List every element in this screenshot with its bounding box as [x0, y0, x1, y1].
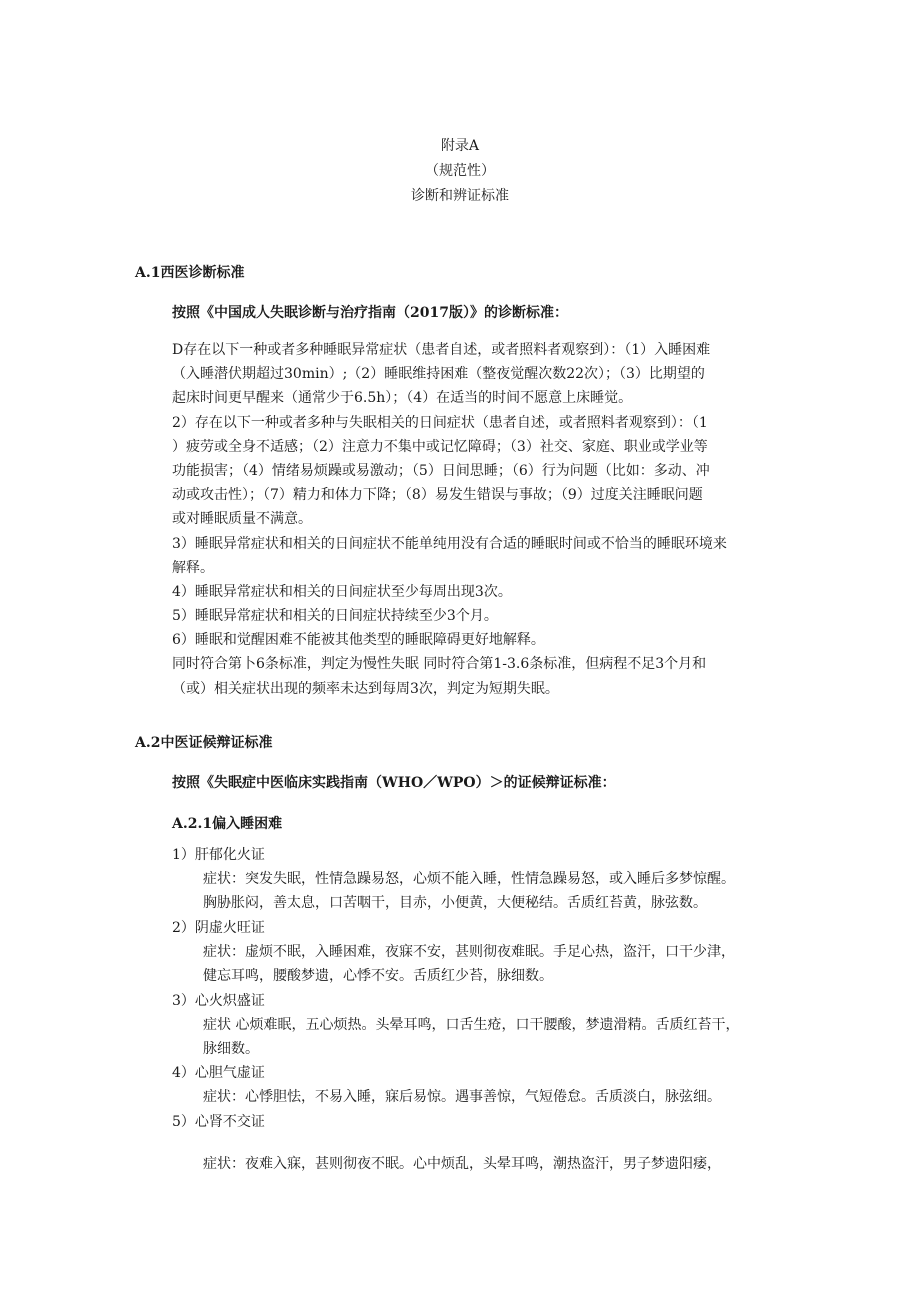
section-a1-criteria	[172, 338, 727, 701]
section-a2-basis: 按照《失眠症中医临床实践指南（WHO／WPO）＞的证候辩证标准：	[172, 775, 616, 791]
appendix-nature: （规范性）	[425, 163, 495, 179]
appendix-name: 诊断和辨证标准	[411, 188, 509, 204]
criteria-line: （或）相关症状出现的频率未达到每周3次，判定为短期失眠。	[172, 680, 559, 697]
syndrome-symptoms	[203, 1013, 739, 1061]
symptom-line: 症状 心烦难眠，五心烦热。头晕耳鸣，口舌生疮，口干腰酸，梦遗滑精。舌质红苔干，	[203, 1017, 740, 1033]
criteria-line: 同时符合第卜6条标准，判定为慢性失眠 同时符合第1-3.6条标准，但病程不足3个月和	[172, 656, 707, 673]
symptom-line: 胸胁胀闷，善太息，口苦咽干，目赤，小便黄，大便秘结。舌质红苔黄，脉弦数。	[203, 895, 707, 912]
section-a1-heading: A.1西医诊断标准	[135, 265, 245, 281]
criteria-line: 动或攻击性）；（7）精力和体力下降；（8）易发生错误与事故；（9）过度关注睡眠问题	[172, 487, 703, 504]
symptom-line: 脉细数。	[203, 1041, 259, 1058]
syndrome-symptoms	[203, 940, 735, 988]
syndrome-label: 2）阴虚火旺证	[172, 920, 265, 936]
symptom-line: 症状：夜难入寐，甚则彻夜不眠。心中烦乱，头晕耳鸣，潮热盗汗，男子梦遗阳痿，	[203, 1156, 721, 1172]
syndrome-label: 3）心火炽盛证	[172, 993, 265, 1009]
section-a1-basis: 按照《中国成人失眠诊断与治疗指南（2017版）》的诊断标准：	[172, 305, 568, 321]
criteria-line: 解释。	[172, 559, 214, 576]
syndrome-symptoms	[203, 1152, 721, 1176]
symptom-line: 症状：虚烦不眠，入睡困难，夜寐不安，甚则彻夜难眠。手足心热，盗汗，口干少津，	[203, 944, 735, 960]
criteria-line: 功能损害；（4）情绪易烦躁或易激动；（5）日间思睡；（6）行为问题（比如：多动、冲	[172, 462, 710, 479]
criteria-line: 或对睡眠质量不满意。	[172, 511, 312, 528]
symptom-line: 症状：突发失眠，性情急躁易怒，心烦不能入睡，性情急躁易怒，或入睡后多梦惊醒。	[203, 871, 735, 887]
section-a21-heading: A.2.1偏入睡困难	[172, 816, 283, 832]
symptom-line: 健忘耳鸣，腰酸梦遗，心悸不安。舌质红少苔，脉细数。	[203, 968, 553, 985]
syndrome-symptoms	[203, 1085, 721, 1109]
syndrome-label: 4）心胆气虚证	[172, 1065, 265, 1081]
criteria-line: D存在以下一种或者多种睡眠异常症状（患者自述，或者照料者观察到）：（1）入睡困难	[172, 342, 711, 358]
criteria-line: 3）睡眠异常症状和相关的日间症状不能单纯用没有合适的睡眠时间或不恰当的睡眠环境来	[172, 535, 727, 552]
syndrome-label: 5）心肾不交证	[172, 1114, 265, 1130]
criteria-line: ）疲劳或全身不适感；（2）注意力不集中或记忆障碍；（3）社交、家庭、职业或学业等	[172, 438, 708, 455]
section-a2-heading: A.2中医证候辩证标准	[135, 735, 273, 751]
criteria-line: 4）睡眠异常症状和相关的日间症状至少每周出现3次。	[172, 583, 512, 600]
syndrome-label: 1）肝郁化火证	[172, 847, 265, 863]
appendix-title-block	[0, 134, 920, 209]
criteria-line: 2）存在以下一种或者多种与失眠相关的日间症状（患者自述，或者照料者观察到）：（1	[172, 414, 708, 431]
criteria-line: 6）睡眠和觉醒困难不能被其他类型的睡眠障碍更好地解释。	[172, 632, 545, 649]
criteria-line: 5）睡眠异常症状和相关的日间症状持续至少3个月。	[172, 608, 498, 625]
appendix-label: 附录A	[440, 138, 480, 154]
criteria-line: （入睡潜伏期超过30min）;（2）睡眠维持困难（整夜觉醒次数22次）；（3）比期望的	[172, 366, 705, 383]
criteria-line: 起床时间更早醒来（通常少于6.5h）；（4）在适当的时间不愿意上床睡觉。	[172, 390, 633, 407]
syndrome-symptoms	[203, 867, 735, 915]
symptom-line: 症状：心悸胆怯，不易入睡，寐后易惊。遇事善惊，气短倦怠。舌质淡白，脉弦细。	[203, 1089, 721, 1105]
